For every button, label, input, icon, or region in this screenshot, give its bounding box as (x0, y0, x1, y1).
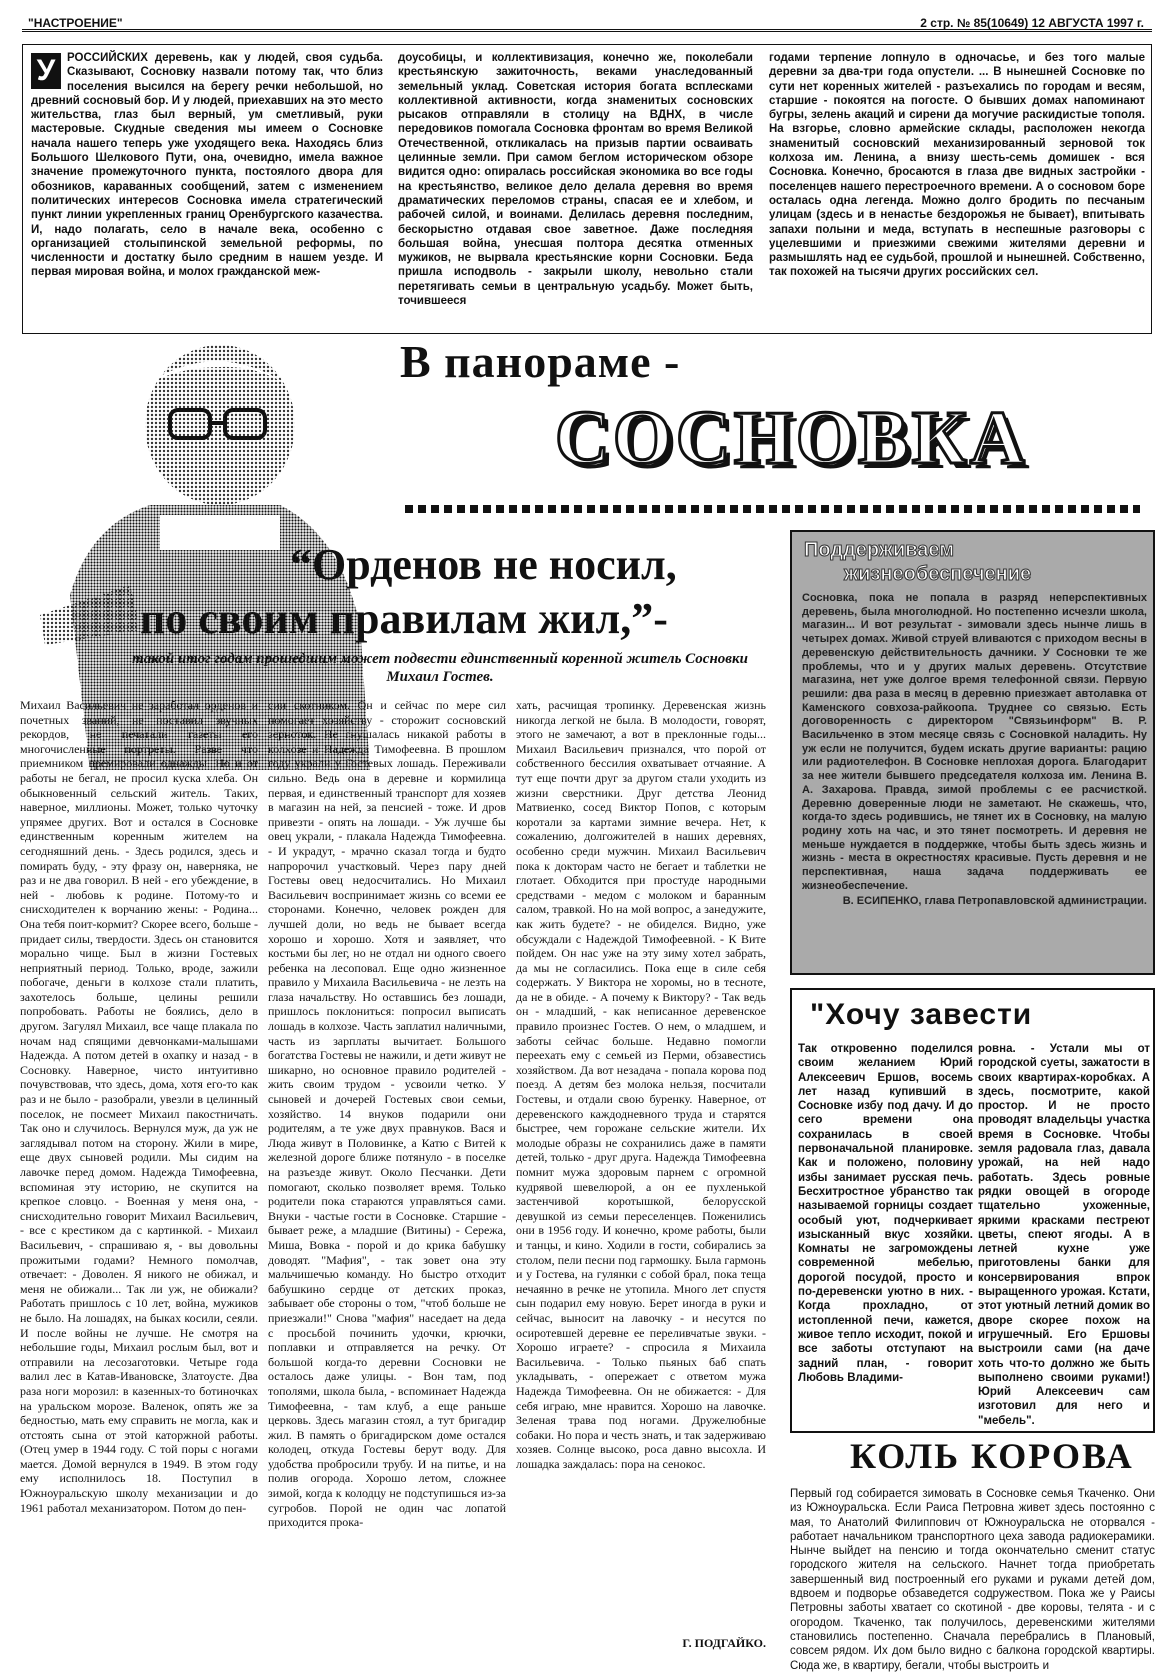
support-title: Поддерживаем жизнеобеспечение (804, 539, 1032, 585)
support-text: Сосновка, пока не попала в разряд неперспективных деревень, была многолюдной. Но постепенно исчезли школа, магазин... И вот результат - зимовали здесь нынче лишь в четырех домах. Живой струей вливаются с приходом весны в деревенскую действительность дачники. У Сосновки те же проблемы, что и у других малых деревень. Отсутствие магазина, нет уже долгое время телефонной связи. Первую решили: два раза в месяц в деревню приезжает автолавка от Каменского совхоза-райкоопа. Труднее со связью. Есть договоренность с директором "Связьинформ" В. Р. Васильченко в этом месяце связь с Сосновкой наладить. Ну уж если не получится, будем искать другие варианты: рацию или радиотелефон. В Сосновке неплохая дорога. Благодарит за нее жители бывшего председателя колхоза им. Ленина В. А. Захарова. Правда, зимой проблемы с ее расчисткой. Деревню доверенные люди не заметают. Не скажешь, что, когда-то здесь родившись, не тянет их в Сосновку, на малую родину хоть на час, и это тянет посмотреть. И деревня не меньше нуждается в поддержке, чтобы быть здесь жизнь и жизнь - места в окрестностях красивые. Пусть деревня и не перспективная, наша задача поддерживать ее жизнеобеспечение. В. ЕСИПЕНКО, глава Петропавловской администрации. (802, 592, 1147, 908)
dashed-divider (405, 505, 1140, 513)
koroba-text: Первый год собирается зимовать в Сосновке семья Ткаченко. Они из Южноуральска. Если Раиса Петровна живет здесь постоянно с мая, то Анатолий Филиппович от Южноуральска не оторвался - работает начальником транспортного цеха завода радиокерамики. Нынче выйдет на пенсию и тогда окончательно сменит статус городского жителя на сельского. Начнет тогда приобретать завершенный вид построенный его руками и руками детей дом, вдвоем и подворье обзаведется содружеством. Пока же у Раисы Петровны заботы хватает со скотиной - две коровы, телята - и с огородом. Ткаченко, так получилось, деревенскими жителями становились постепенно. Сначала перебрались в Плановый, совсем рядом. Их дом было видно с балкона городской квартиры. Сюда же, в квартиру, бегали, чтобы выстроить и (790, 1488, 1155, 1672)
headline-sosnovka: СОСНОВКА (555, 396, 1028, 480)
dropcap: У (31, 53, 61, 89)
section-name: "НАСТРОЕНИЕ" (28, 16, 123, 30)
quote-line-2: по своим правилам жил,”- (140, 594, 668, 643)
quote-subtitle: такой итог годам прошедшим может подвести единственный коренной житель Сосновки Михаил Гостев. (132, 651, 748, 685)
intro-column-2: доусобицы, и коллективизация, конечно же, поколебали крестьянскую зажиточность, веками унаследованный земельный уклад. Советская история богата всплесками коллективной активности, когда знаменитых сосновских рысаков отправляли в столицу на ВДНХ, в числе передовиков помогала Сосновка фронтам во время Великой Отечественной, откликалась на призыв партии осваивать целинные земли. При самом беглом историческом обзоре видится одно: опиралась российская экономика во все годы на крестьянство, великое дело делала деревня во время драматических переломов страны, спасая ее и хлебом, и рабочей силой, и воинами. Делилась деревня последним, бескорыстно отдавая свое заветное. Даже последняя большая война, унесшая полтора десятка отменных мужиков, не вырвала крестьянские корни Сосновки. Беда пришла исподволь - закрыли школу, невольно стали перетягивать семьи в центральную усадьбу. Может быть, точившееся (398, 52, 753, 308)
intro-column-3: годами терпение лопнуло в одночасье, и без того малые деревни за два-три года опустели. ... В нынешней Сосновке по сути нет коренных жителей - разъехались по городам и весям, старшие - покоятся на погосте. О бывших домах напоминают бугры, зелень акаций и сирени да могучие раскидистые тополя. На взгорье, словно армейские склады, расположен некогда знаменитый сосновский механизированный зерновой ток колхоза им. Ленина, а внизу шесть-семь домишек - вся Сосновка. Конечно, бросаются в глаза две видных застройки - поселенцев нашего перестроечного времени. А о сосновом боре осталась одна легенда. Можно долго бродить по песчаным улицам (здесь и в ненастье бездорожья не бывает), впитывать запахи полыни и меда, вступать в неспешные разговоры с уцелевшими и приезжими свежими жителями деревни и размышлять над ее судьбой, прошлой и нынешней. Собственно, так похожей на тысячи других российских сел. (769, 52, 1145, 279)
hochu-column-1: Так откровенно поделился своим желанием Юрий Алексеевич Ершов, восемь лет назад купивший в Сосновке избу под дачу. И до сего времени она сохранилась в своей первоначальной планировке. Как и положено, половину избы занимает русская печь. Бесхитростное убранство так называемой горницы создает особый уют, подчеркивает изысканный вкус хозяйки. Комнаты не загромождены современной мебелью, дорогой посудой, просто и по-деревенски уютно в них. - Когда прохладно, от истопленной печи, кажется, живое тепло исходит, покой и все заботы отступают на задний план, - говорит Любовь Владими- (798, 1043, 973, 1384)
hochu-box (790, 988, 1155, 1433)
article-column-1: Михаил Васильевич не заработал орденов и почетных званий, не поставил звучных рекордов, не печатали газеты его многочисленные портреты. Разве что приемником премировали однажды. Но и от работы не бегал, не просил куска хлеба. Он обыкновенный сельский житель. Таких, наверное, миллионы. Может, только чуточку упрямее других. Вот и остался в Сосновке единственным коренным жителем на сегодняшний день. - Здесь родился, здесь и помирать буду, - эту фразу он, наверняка, не раз и не два говорил. В ней - его убеждение, в ней - любовь к родине. Потому-то и снисходителен к ворчанию жены: - Родина... Она тебя поит-кормит? Скорее всего, больше - придает силы, твердости. Здесь он становится морально чище. Был в жизни Гостевых неприятный период. Только, вроде, зажили побогаче, деньги в колхозе стали платить, захотелось больше, целины решили попробовать. Работы не боялись, дело в другом. Загулял Михаил, все чаще плакала по ночам над спящими девчонками-малышами Надежда. А потом детей в охапку и назад - в Сосновку. Наверное, чисто интуитивно почувствовав, что здесь, дома, хотя его-то как раз и не было - разобрали, увезли в целинный поселок, не посмеет Михаил пакостничать. Так оно и случилось. Вернулся муж, да уж не заглядывал потом на сторону. Жили в мире, еще двух сыновей родили. Мы сидим на лавочке перед домом. Надежда Тимофеевна, вспоминая эту историю, не скупится на крепкое словцо. - Военная у меня она, - снисходительно говорит Михаил Васильевич, - все с крестиком да с картинкой. - Михаил Васильевич, - спрашиваю я, - вы довольны прожитыми годами? Немного помолчав, отвечает: - Доволен. Я никого не обижал, и меня не обижали... Так ли уж, не обижали? Работать пришлось с 10 лет, война, мужиков не было. На лошадях, на быках косили, сеяли. И после войны не лучше. Не смотря на небольшие годы, Михаил рослым был, вот и отправили на лесозаготовки. Четыре года валил лес в Катав-Ивановске, Златоусте. Два раза ноги морозил: в казенных-то ботиночках на уральском морозе. Валенок, опять же за бедностью, мать ему справить не могла, как и отстоять сына от этой каторжной работы. (Отец умер в 1944 году. С той поры с ногами мается. Домой вернулся в 1949. В этом году ему исполнилось 18. Поступил в Южноуральскую школу механизации и до 1961 работал механизатором. Потом до пен- (20, 698, 258, 1515)
intro-box (22, 44, 1152, 334)
issue-info: 2 стр. № 85(10649) 12 АВГУСТА 1997 г. (920, 16, 1144, 30)
article-signature: Г. ПОДГАЙКО. (682, 1636, 766, 1650)
hochu-column-2: ровна. - Устали мы от городской суеты, зажатости в своих квартирах-коробках. А здесь, посмотрите, какой простор. И не просто проводят владельцы участка время в Сосновке. Чтобы земля радовала глаз, давала урожай, на ней надо работать. Здесь ровные рядки овощей в огороде тщательно ухоженные, яркими красками пестреют цветы, спеют ягоды. А в летней кухне уже приготовлены банки для консервирования впрок выращенного урожая. Кстати, этот уютный летний домик во дворе скорее похож на игрушечный. Его Ершовы выстроили сами (на даче хоть что-то должно же быть выполнено своими руками!) Юрий Алексеевич сам изготовил для него и "мебель". (978, 1043, 1150, 1427)
support-box (790, 530, 1155, 975)
intro-column-1: У РОССИЙСКИХ деревень, как у людей, своя судьба. Сказывают, Сосновку назвали потому так, что близ поселения высился на берегу речки небольшой, но древний сосновый бор. И у людей, приехавших на это место жительства, глаз был верный, ум сметливый, руки мастеровые. Скудные сведения мы имеем о Сосновке начала нашего теперь уже уходящего века. Находясь близ Большого Шелкового Пути, она, очевидно, имела важное значение промежуточного пункта, постоялого двора для обозников, караванных сообщений, затем с изменением политических интересов Сосновка имела стратегический пункт линии укрепленных границ Оренбургского казачества. И, надо полагать, село в начале века, особенно с организацией столыпинской земельной реформы, по численности и достатку было средним в нашем уезде. И первая мировая война, и молох гражданской меж- (31, 52, 383, 279)
page-header (22, 10, 1152, 32)
hochu-title: "Хочу завести (810, 998, 1033, 1031)
quote-line-1: “Орденов не носил, (290, 540, 677, 589)
article-column-2: сии скотником. Он и сейчас по мере сил помогает хозяйству - сторожит сосновский зерноток. Не гнушалась никакой работы в колхозе и Надежда Тимофеевна. В прошлом году украли у Гостевых лошадь. Переживали сильно. Ведь она в деревне и кормилица первая, и единственный транспорт для хозяев в магазин на ней, за пенсией - тоже. И дров привезти - опять на лошади. - Уж лучше бы овец украли, - плакала Надежда Тимофеевна. - И украдут, - мрачно сказал тогда и будто напророчил участковый. Через пару дней Гостевы овец недосчитались. Но Михаил Васильевич воспринимает жизнь со всеми ее сторонами. Конечно, человек рожден для лучшей доли, но ведь не бывает всегда хорошо и хорошо. Хотя и заявляет, что костьми бы лег, но не отдал ни одного своего ребенка на лесоповал. Еще одно жизненное правило у Михаила Васильевича - не лезть на глаза начальству. Но оставшись без лошади, пришлось поклониться: попросил выписать лошадь в колхозе. Часть заплатил наличными, часть из зарплаты вычитает. Большого богатства Гостевы не нажили, и дети живут не шикарно, но основное правило родителей - жить своим трудом - усвоили четко. У сыновей и дочерей Гостевых свои семьи, хозяйство. 14 внуков подарили они родителям, а те уже двух правнуков. Вася и Люда живут в Половинке, а Катю с Витей к железной дороге ближе потянуло - в поселке на разъезде живут. Около Песчанки. Дети помогают, сколько позволяет время. Только родители пока стараются управляться сами. Внуки - частые гости в Сосновке. Старшие - бывает реже, а младшие (Витины) - Сережа, Миша, Вовка - порой и до крика бабушку доводят. "Мафия", - так зовет она эту мальчишечью команду. Но быстро отходит бабушкино сердце от детских проказ, забывает обе стороны о том, "чтоб больше не приезжали!" Снова "мафия" наседает на деда с просьбой починить удочки, крючки, поплавки и отправляется на речку. От большой когда-то деревни Сосновки не осталось даже улицы. - Вон там, под тополями, школа была, - вспоминает Надежда Тимофеевна, - там клуб, а еще раньше церковь. Здесь магазин стоял, а тут бригадир жил. В память о бригадирском доме остался колодец, откуда Гостевы берут воду. Для удобства пробросили трубу. И на питье, и на полив огорода. Хорошо летом, сложнее зимой, когда к колодцу не подступишься из-за сугробов. Порой не один час лопатой приходится прока- (268, 698, 506, 1530)
article-column-3: хать, расчищая тропинку. Деревенская жизнь никогда легкой не была. В молодости, говорят, этого не замечают, а вот в преклонные годы... Михаил Васильевич признался, что порой от собственного бессилия охватывает отчаяние. А тут еще почти друг за другом стали уходить из жизни сверстники. Друг детства Леонид Матвиенко, сосед Виктор Попов, с которым коротали за картами зимние вечера. Нет, к сожалению, долгожителей в наших деревнях, особенно среди мужчин. Михаил Васильевич пока к докторам часто не бегает и таблетки не глотает. Обходится при простуде народными средствами - медом с молоком и баранным салом, травкой. Но на мой вопрос, а занедужите, как жить будете? - не обиделся. Видно, уже обсуждали с Надеждой Тимофеевной. - К Вите пойдем. Он нас уже на эту зиму хотел забрать, да мы не согласились. Пока еще в силе себя содержать. У Виктора не хоромы, но в тесноте, да не в обиде. - А почему к Виктору? - Так ведь он - младший, - как неписанное деревенское правило произнес Гостев. О нем, о младшем, и заботы сейчас больше. Недавно помогли переехать ему с семьей из Перми, обзавестись хозяйством. Да вот незадача - попала корова под поезд. А детям без молока нельзя, посчитали Гостевы, и отдали свою буренку. Наверное, от деревенского каждодневного труда и старятся быстрее, чем горожане сельские жители. Их молодые образы не сохранились даже в памяти детей, только - друг друга. Надежда Тимофеевна помнит мужа здоровым парнем с огромной кудрявой шевелюрой, а он ее пухленькой застенчивой коротышкой, белорусской девушкой из семьи переселенцев. Поженились они в 1956 году. И конечно, кроме работы, были и танцы, и кино. Ходили в гости, собирались за столом, пели песни под гармошку. Была гармонь и у Гостева, на гулянки с собой брал, пока теща нечаянно в речке не утопила. Много лет спустя сын подарил ему новую. Берет иногда в руки и сейчас, выносит на лавочку - и несутся по осиротевшей деревне ее переливчатые звуки. - Хорошо играете? - спросила я Михаила Васильевича. - Только пьяных баб спать укладывать, - опережает с ответом мужа Надежда Тимофеевна. Он не обижается: - Для себя играю, мне нравится. Хорошо на лавочке. Зеленая трава под ногами. Дружелюбные собаки. Но пора и честь знать, и так задерживаю хозяев. Солнце высоко, роса давно высохла. И лошадка заждалась: пора на сенокос. (516, 698, 766, 1471)
headline-panorama: В панораме - (400, 336, 681, 387)
koroba-title: КОЛЬ КОРОВА (850, 1436, 1134, 1476)
